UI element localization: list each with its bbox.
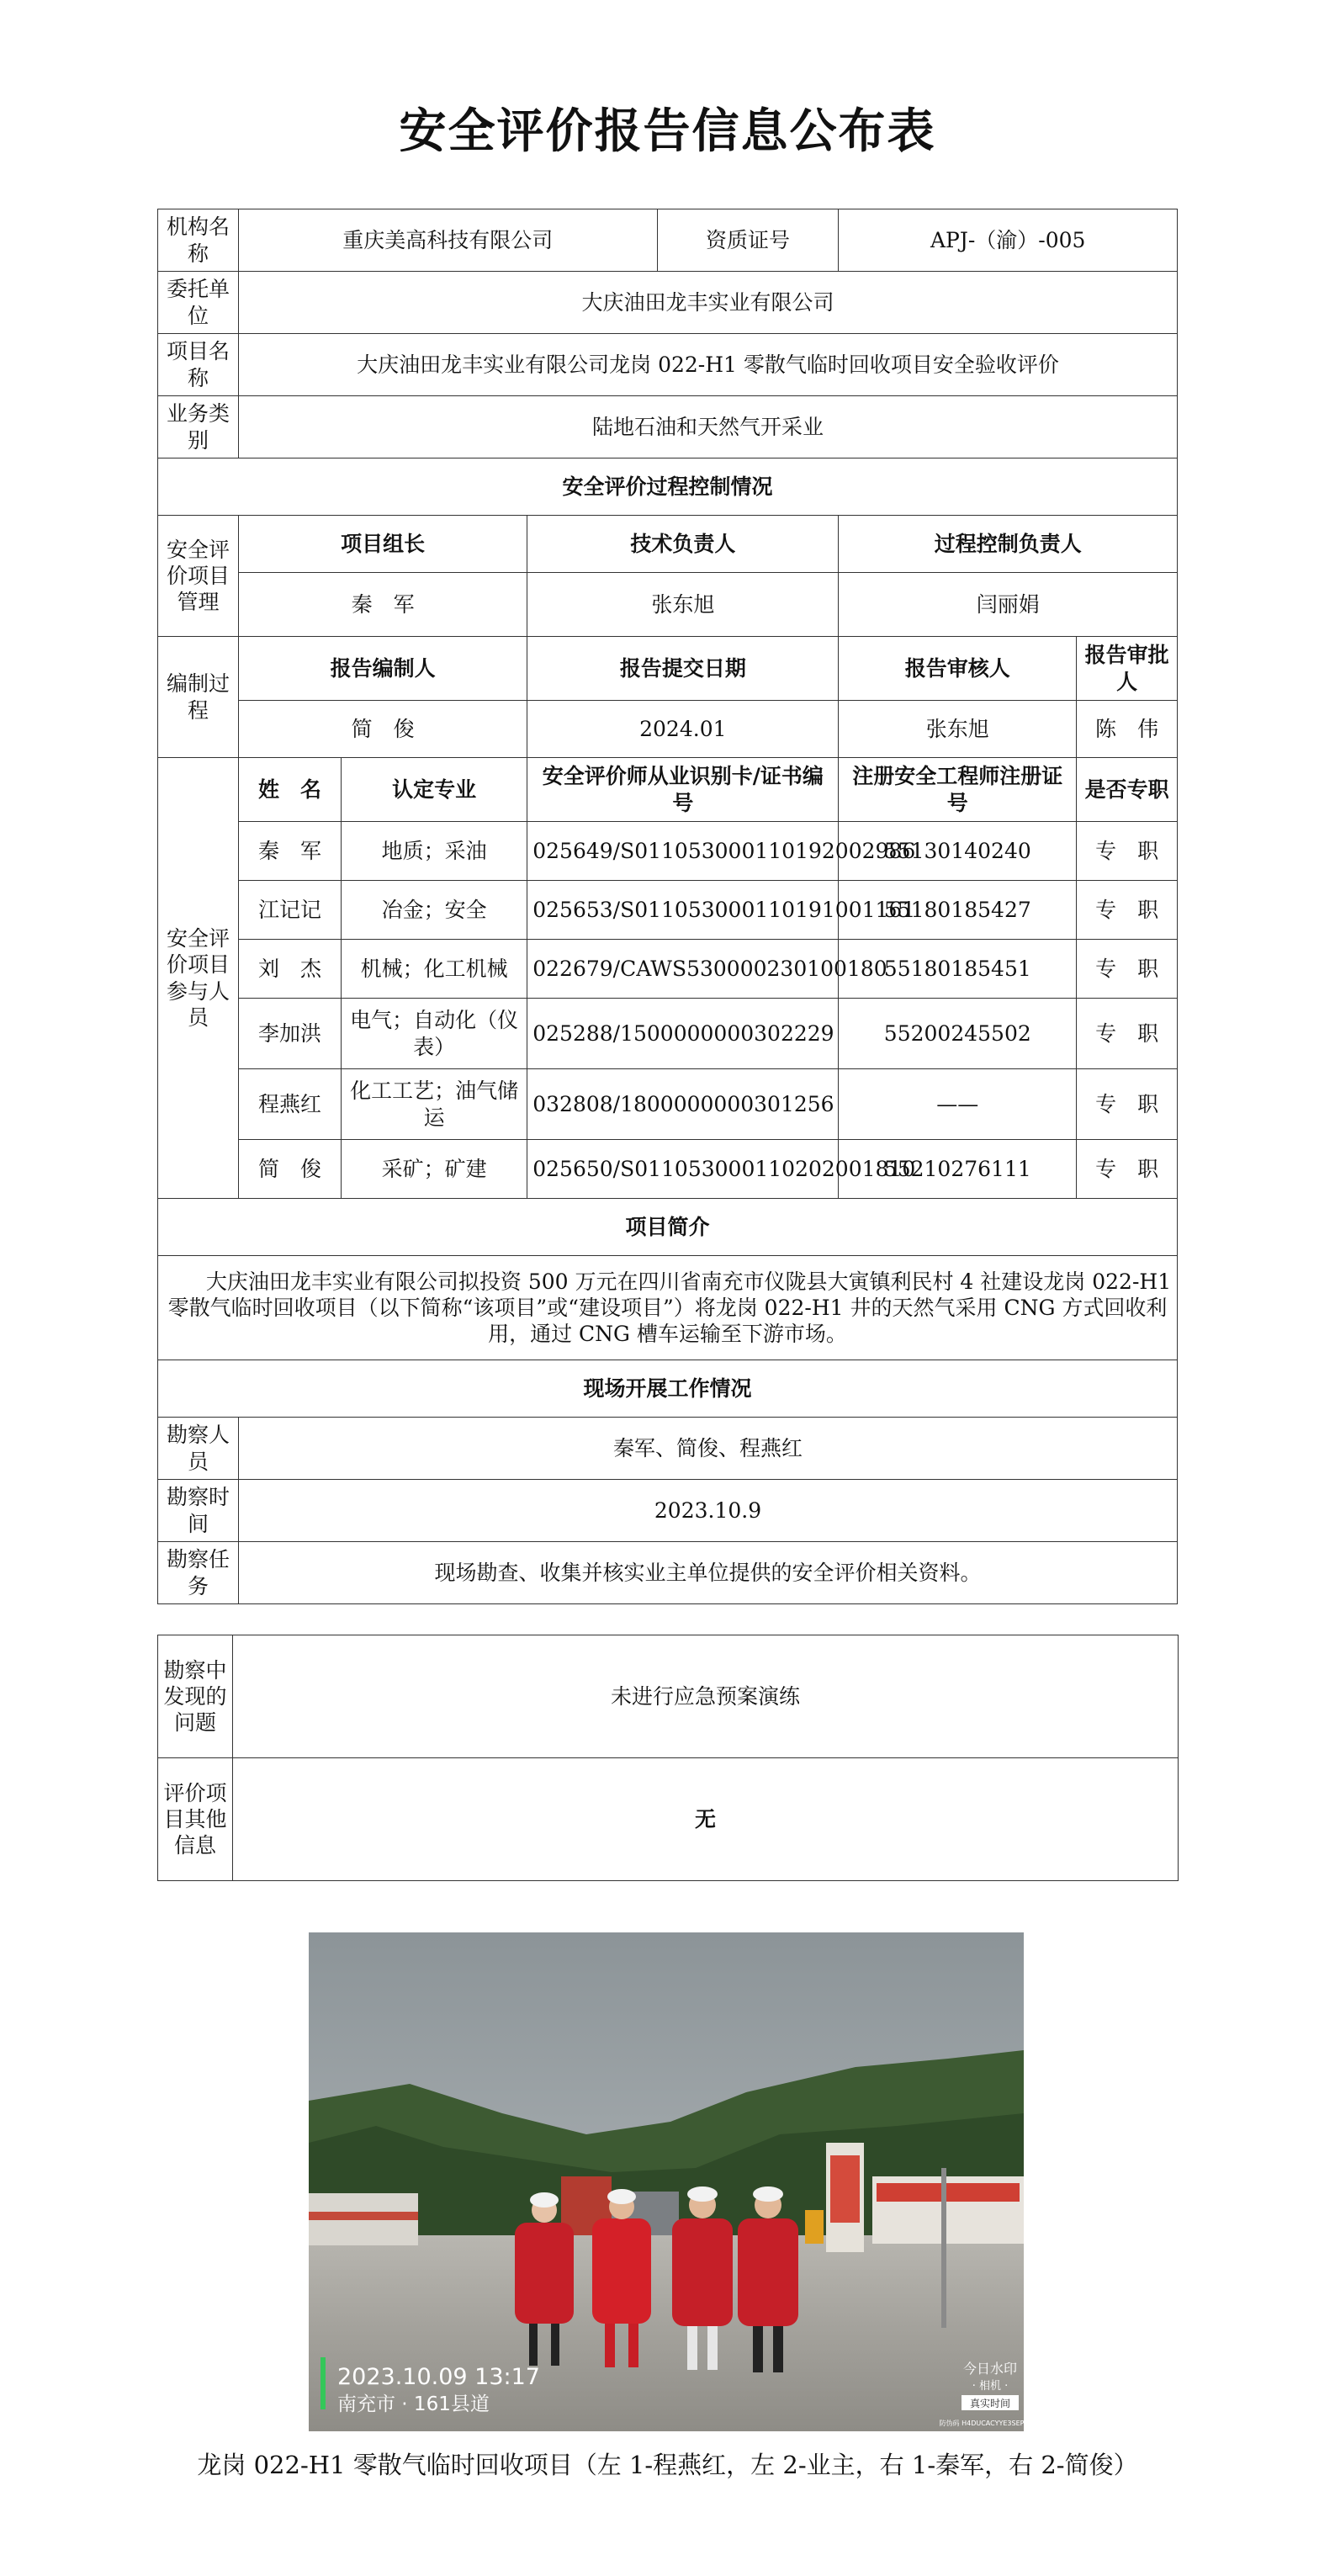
member-row	[158, 881, 1178, 940]
intro-text: 大庆油田龙丰实业有限公司拟投资 500 万元在四川省南充市仪陇县大寅镇利民村 4 社建设龙岗 022-H1 零散气临时回收项目（以下简称“该项目”或“建设项目”）将龙岗 022-H1 井的天然气采用 CNG 方式回收利用，通过 CNG 槽车运输至下游市场。	[158, 1256, 1178, 1360]
project-label: 项目名称	[158, 334, 239, 396]
member-card: 025288/1500000000302229	[527, 999, 839, 1069]
issues-value: 未进行应急预案演练	[233, 1635, 1179, 1758]
other-label: 评价项目其他信息	[158, 1758, 233, 1881]
member-major: 地质；采油	[342, 822, 527, 881]
members-label: 安全评价项目参与人员	[158, 758, 239, 1199]
member-reg: ——	[839, 1069, 1077, 1140]
member-row	[158, 822, 1178, 881]
watermark-camera: · 相机 ·	[972, 2380, 1009, 2393]
org-label: 机构名称	[158, 209, 239, 272]
watermark-code: 防伪码 H4DUCACYYE3SEP	[939, 2420, 1024, 2427]
member-name: 秦 军	[239, 822, 342, 881]
process-section-heading: 安全评价过程控制情况	[158, 458, 1178, 516]
other-value: 无	[233, 1758, 1179, 1881]
issues-label: 勘察中发现的问题	[158, 1635, 233, 1758]
mgmt-value-tech: 张东旭	[527, 573, 839, 637]
member-fulltime: 专 职	[1077, 822, 1178, 881]
compile-label: 编制过程	[158, 637, 239, 758]
member-major: 冶金；安全	[342, 881, 527, 940]
member-major: 机械；化工机械	[342, 940, 527, 999]
survey-task-value: 现场勘查、收集并核实业主单位提供的安全评价相关资料。	[239, 1542, 1178, 1604]
watermark-badge: 真实时间	[969, 2398, 1011, 2409]
compile-value-author: 简 俊	[239, 701, 527, 758]
survey-people-value: 秦军、简俊、程燕红	[239, 1418, 1178, 1480]
page-title: 安全评价报告信息公布表	[399, 103, 936, 159]
survey-people-label: 勘察人员	[158, 1418, 239, 1480]
member-reg: 55200245502	[839, 999, 1077, 1069]
member-name: 刘 杰	[239, 940, 342, 999]
member-card: 025649/S011053000110192002986	[527, 822, 839, 881]
mgmt-header-process: 过程控制负责人	[839, 516, 1178, 573]
member-major: 电气；自动化（仪表）	[342, 999, 527, 1069]
member-fulltime: 专 职	[1077, 940, 1178, 999]
members-header-fulltime: 是否专职	[1077, 758, 1178, 822]
member-card: 032808/1800000000301256	[527, 1069, 839, 1140]
member-reg: 55180185451	[839, 940, 1077, 999]
client-label: 委托单位	[158, 272, 239, 334]
photo-timestamp: 2023.10.09 13:17	[337, 2364, 540, 2390]
member-row	[158, 1069, 1178, 1140]
client-value: 大庆油田龙丰实业有限公司	[239, 272, 1178, 334]
member-reg: 55130140240	[839, 822, 1077, 881]
survey-time-label: 勘察时间	[158, 1480, 239, 1542]
compile-header-date: 报告提交日期	[527, 637, 839, 701]
member-fulltime: 专 职	[1077, 881, 1178, 940]
member-card: 022679/CAWS530000230100180	[527, 940, 839, 999]
mgmt-value-process: 闫丽娟	[839, 573, 1178, 637]
member-fulltime: 专 职	[1077, 999, 1178, 1069]
mgmt-header-tech: 技术负责人	[527, 516, 839, 573]
members-header-reg: 注册安全工程师注册证号	[839, 758, 1077, 822]
member-major: 化工工艺；油气储运	[342, 1069, 527, 1140]
compile-value-reviewer: 张东旭	[839, 701, 1077, 758]
compile-header-approver: 报告审批人	[1077, 637, 1178, 701]
member-row	[158, 1140, 1178, 1199]
business-value: 陆地石油和天然气开采业	[239, 396, 1178, 458]
intro-section-heading: 项目简介	[158, 1199, 1178, 1256]
member-reg: 55180185427	[839, 881, 1077, 940]
cert-label: 资质证号	[657, 209, 839, 272]
project-value: 大庆油田龙丰实业有限公司龙岗 022-H1 零散气临时回收项目安全验收评价	[239, 334, 1178, 396]
member-card: 025650/S011053000110202001810	[527, 1140, 839, 1199]
member-reg: 55210276111	[839, 1140, 1077, 1199]
member-name: 程燕红	[239, 1069, 342, 1140]
member-card: 025653/S011053000110191001161	[527, 881, 839, 940]
member-name: 简 俊	[239, 1140, 342, 1199]
member-fulltime: 专 职	[1077, 1140, 1178, 1199]
watermark-title: 今日水印	[962, 2361, 1018, 2377]
compile-header-reviewer: 报告审核人	[839, 637, 1077, 701]
photo-location: 南充市 · 161县道	[337, 2393, 490, 2415]
survey-time-value: 2023.10.9	[239, 1480, 1178, 1542]
issues-table	[157, 1635, 1179, 1881]
info-table	[157, 209, 1178, 1604]
business-label: 业务类别	[158, 396, 239, 458]
members-header-name: 姓 名	[239, 758, 342, 822]
members-header-card: 安全评价师从业识别卡/证书编号	[527, 758, 839, 822]
member-major: 采矿；矿建	[342, 1140, 527, 1199]
member-row	[158, 940, 1178, 999]
compile-value-approver: 陈 伟	[1077, 701, 1178, 758]
mgmt-header-leader: 项目组长	[239, 516, 527, 573]
photo-caption: 龙岗 022-H1 零散气临时回收项目（左 1-程燕红，左 2-业主，右 1-秦军，右 2-简俊）	[197, 2451, 1138, 2479]
compile-value-date: 2024.01	[527, 701, 839, 758]
org-value: 重庆美高科技有限公司	[239, 209, 658, 272]
survey-task-label: 勘察任务	[158, 1542, 239, 1604]
compile-header-author: 报告编制人	[239, 637, 527, 701]
site-section-heading: 现场开展工作情况	[158, 1360, 1178, 1418]
cert-value: APJ-（渝）-005	[839, 209, 1178, 272]
mgmt-value-leader: 秦 军	[239, 573, 527, 637]
members-header-major: 认定专业	[342, 758, 527, 822]
member-row	[158, 999, 1178, 1069]
site-photo	[309, 1932, 1024, 2431]
member-name: 江记记	[239, 881, 342, 940]
member-fulltime: 专 职	[1077, 1069, 1178, 1140]
member-name: 李加洪	[239, 999, 342, 1069]
mgmt-label: 安全评价项目管理	[158, 516, 239, 637]
